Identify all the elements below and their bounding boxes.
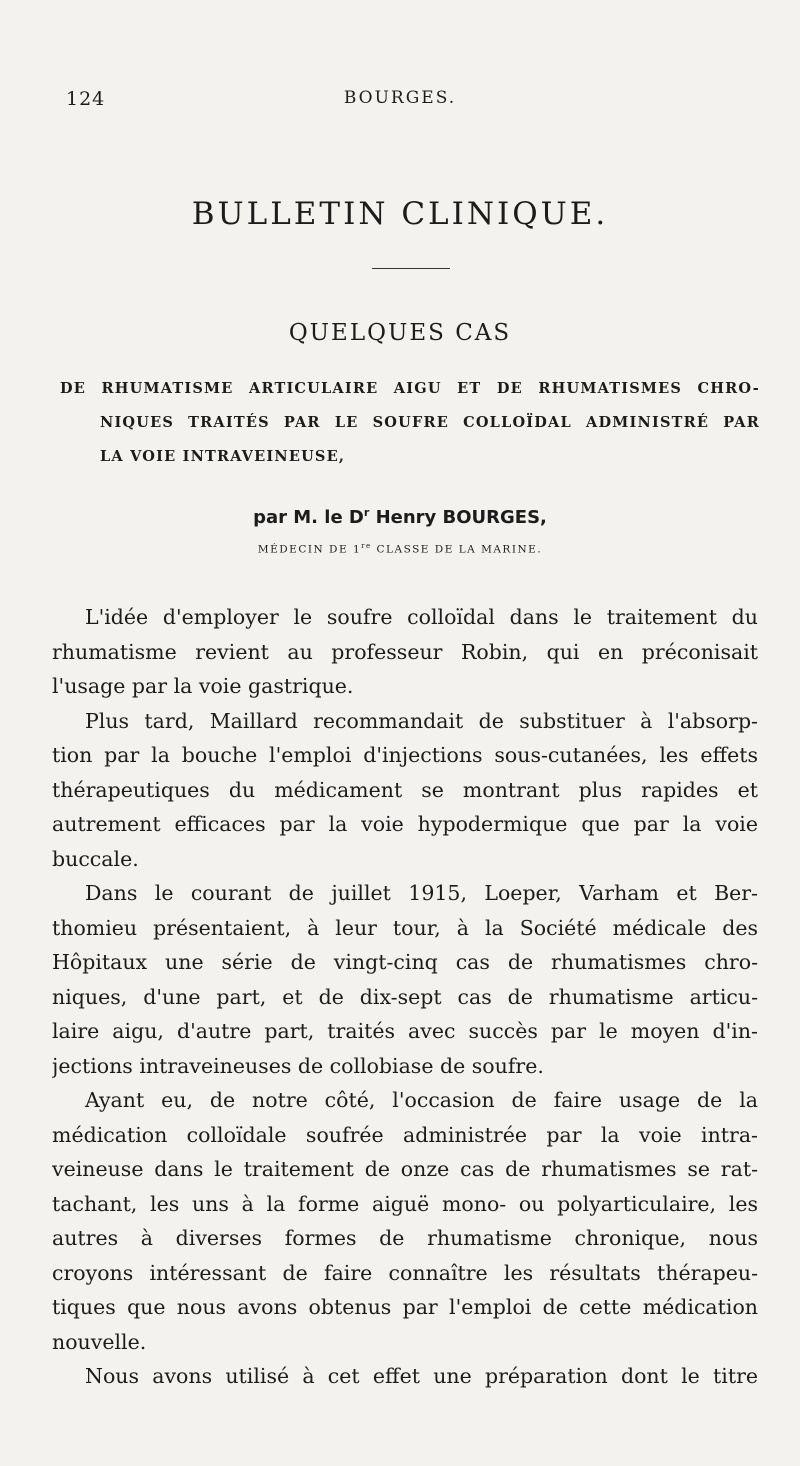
body-line: thomieu présentaient, à leur tour, à la Société médicale des — [52, 915, 758, 940]
body-line: Dans le courant de juillet 1915, Loeper, Varham et Ber- — [85, 881, 758, 905]
body-line: médication colloïdale soufrée administrée par la voie intra- — [52, 1122, 758, 1147]
article-description — [60, 372, 760, 474]
body-line: niques, d'une part, et de dix-sept cas de rhumatisme articu- — [52, 984, 758, 1009]
body-line: veineuse dans le traitement de onze cas de rhumatismes se rat- — [52, 1157, 758, 1181]
page-number: 124 — [66, 88, 106, 110]
affiliation-suffix: CLASSE DE LA MARINE. — [371, 543, 543, 556]
body-line: Hôpitaux une série de vingt-cinq cas de rhumatismes chro- — [52, 950, 758, 974]
description-line: DE RHUMATISME ARTICULAIRE AIGU ET DE RHUMATISMES CHRO- — [60, 380, 760, 397]
body-line: L'idée d'employer le soufre colloïdal dans le traitement du — [85, 605, 758, 629]
body-line: thérapeutiques du médicament se montrant plus rapides et — [52, 777, 758, 802]
affiliation-sup: re — [361, 542, 372, 550]
body-line: jections intraveineuses de collobiase de soufre. — [52, 1053, 544, 1078]
body-line: rhumatisme revient au professeur Robin, qui en préconisait — [52, 639, 758, 664]
author-affiliation — [0, 542, 800, 556]
body-line: tiques que nous avons obtenus par l'emploi de cette médication — [52, 1295, 758, 1319]
body-line: croyons intéressant de faire connaître les résultats thérapeu- — [52, 1260, 758, 1285]
article-body — [52, 600, 758, 1394]
body-line: laire aigu, d'autre part, traités avec succès par le moyen d'in- — [52, 1019, 758, 1043]
author-line — [0, 506, 800, 528]
description-line: NIQUES TRAITÉS PAR LE SOUFRE COLLOÏDAL ADMINISTRÉ PAR — [100, 414, 760, 431]
page-header — [0, 88, 800, 118]
author-title-sup: r — [363, 506, 370, 519]
body-line: Nous avons utilisé à cet effet une préparation dont le titre — [85, 1364, 758, 1388]
author-name: Henry BOURGES, — [369, 507, 547, 528]
body-line: Ayant eu, de notre côté, l'occasion de faire usage de la — [85, 1088, 758, 1112]
body-line: l'usage par la voie gastrique. — [52, 674, 354, 698]
body-line: buccale. — [52, 846, 139, 871]
author-prefix: par M. le D — [253, 507, 364, 528]
title-divider — [372, 268, 450, 269]
body-line: tion par la bouche l'emploi d'injections sous-cutanées, les effets — [52, 743, 758, 767]
affiliation-prefix: MÉDECIN DE 1 — [257, 543, 362, 556]
running-head: BOURGES. — [343, 88, 457, 108]
section-title: BULLETIN CLINIQUE. — [191, 196, 609, 232]
body-line: tachant, les uns à la forme aiguë mono- ou polyarticulaire, les — [52, 1191, 758, 1216]
body-line: autres à diverses formes de rhumatisme chronique, nous — [52, 1226, 758, 1250]
body-line: Plus tard, Maillard recommandait de substituer à l'absorp- — [85, 708, 758, 733]
body-line: nouvelle. — [52, 1329, 147, 1354]
body-line: autrement efficaces par la voie hypodermique que par la voie — [52, 812, 758, 836]
description-line: LA VOIE INTRAVEINEUSE, — [100, 448, 346, 465]
article-title: QUELQUES CAS — [288, 320, 512, 346]
